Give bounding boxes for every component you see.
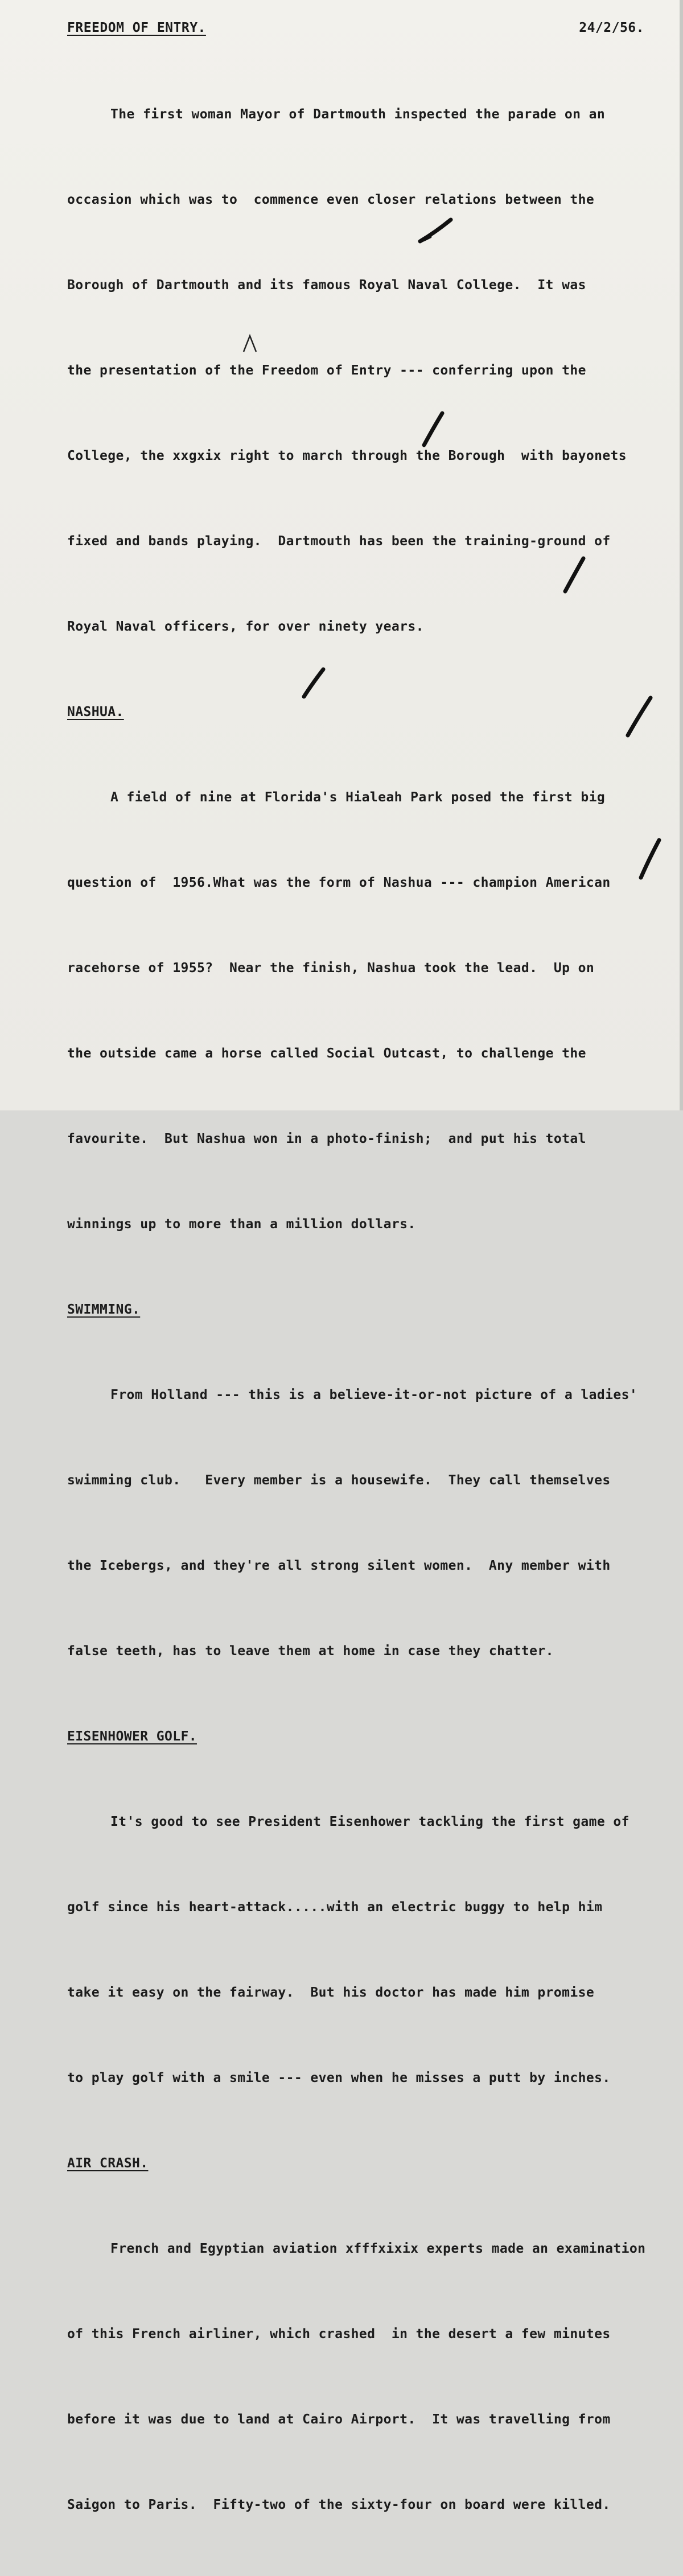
- story-heading-air-crash: AIR CRASH.: [67, 2156, 149, 2171]
- text-line: swimming club. Every member is a housewife. They call themselves: [67, 1473, 611, 1488]
- text-line: fixed and bands playing. Dartmouth has been the training-ground of: [67, 534, 611, 549]
- text-line: Saigon to Paris. Fifty-two of the sixty-four on board were killed.: [67, 2497, 611, 2512]
- text-line: College, the xxgxix right to march through the Borough with bayonets: [67, 448, 627, 463]
- text-line: of this French airliner, which crashed in the desert a few minutes: [67, 2327, 611, 2342]
- text-line: occasion which was to commence even closer relations between the: [67, 192, 595, 207]
- text-line: Royal Naval officers, for over ninety years.: [67, 619, 424, 634]
- page-header: [67, 20, 644, 40]
- text-line: A field of nine at Florida's Hialeah Park posed the first big: [110, 790, 606, 805]
- story-heading-freedom-of-entry: FREEDOM OF ENTRY.: [67, 20, 206, 35]
- text-line: French and Egyptian aviation xfffxixix experts made an examination: [110, 2241, 646, 2256]
- text-line: before it was due to land at Cairo Airport. It was travelling from: [67, 2412, 611, 2427]
- text-line: golf since his heart-attack.....with an electric buggy to help him: [67, 1900, 603, 1915]
- text-line: question of 1956.What was the form of Nashua --- champion American: [67, 875, 611, 890]
- text-line: to play golf with a smile --- even when he misses a putt by inches.: [67, 2071, 611, 2085]
- story-body-freedom-of-entry: [67, 43, 670, 2576]
- text-line: take it easy on the fairway. But his doctor has made him promise: [67, 1985, 595, 2000]
- text-line: the presentation of the Freedom of Entry --- conferring upon the: [67, 363, 586, 378]
- text-line: false teeth, has to leave them at home in case they chatter.: [67, 1644, 554, 1659]
- story-heading-nashua: NASHUA.: [67, 705, 124, 719]
- text-line: favourite. But Nashua won in a photo-finish; and put his total: [67, 1131, 586, 1146]
- page-edge-shadow: [680, 0, 683, 1110]
- text-line: racehorse of 1955? Near the finish, Nashua took the lead. Up on: [67, 961, 595, 976]
- text-line: It's good to see President Eisenhower tackling the first game of: [110, 1814, 629, 1829]
- document-date: 24/2/56.: [579, 20, 644, 35]
- text-line: winnings up to more than a million dollars.: [67, 1217, 416, 1232]
- text-line: Borough of Dartmouth and its famous Royal Naval College. It was: [67, 278, 586, 293]
- story-heading-swimming: SWIMMING.: [67, 1302, 141, 1317]
- text-line: From Holland --- this is a believe-it-or-not picture of a ladies': [110, 1388, 638, 1402]
- text-line: the outside came a horse called Social Outcast, to challenge the: [67, 1046, 586, 1061]
- story-heading-eisenhower-golf: EISENHOWER GOLF.: [67, 1729, 197, 1744]
- text-line: The first woman Mayor of Dartmouth inspected the parade on an: [110, 107, 606, 122]
- text-line: the Icebergs, and they're all strong silent women. Any member with: [67, 1558, 611, 1573]
